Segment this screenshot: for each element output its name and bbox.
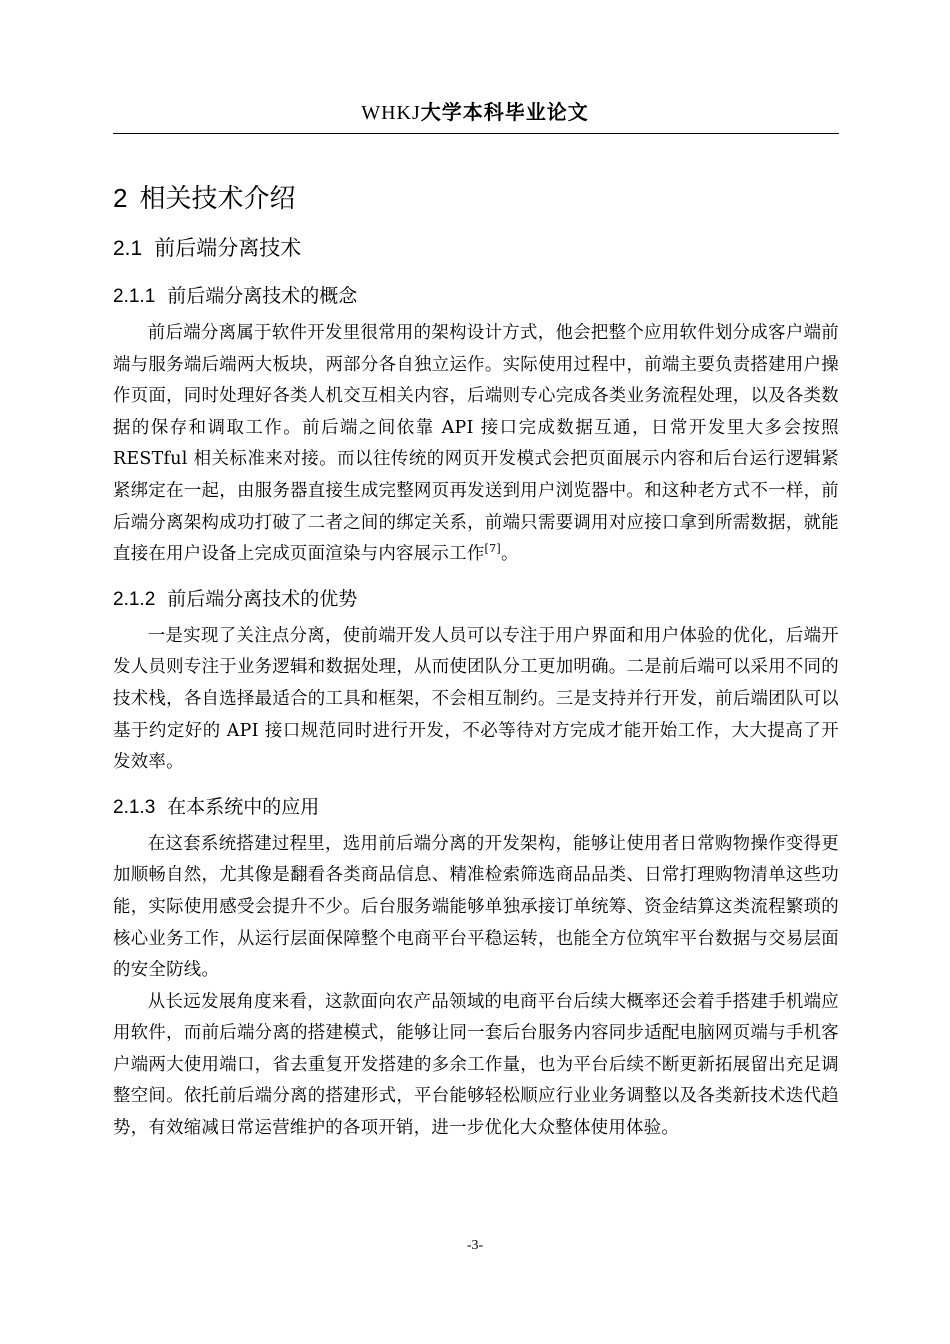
chapter-number: 2 xyxy=(113,183,128,213)
subsection-heading xyxy=(113,789,839,825)
subsection-number: 2.1.3 xyxy=(113,796,156,818)
section-title: 前后端分离技术 xyxy=(154,236,302,260)
main-content xyxy=(113,168,839,1145)
chapter-heading xyxy=(113,176,839,220)
subsection-title: 前后端分离技术的优势 xyxy=(167,587,358,610)
header-title: 大学本科毕业论文 xyxy=(420,100,589,124)
subsection-title: 前后端分离技术的概念 xyxy=(167,285,358,307)
header-institution-code: WHKJ xyxy=(361,102,421,124)
subsection-number: 2.1.1 xyxy=(113,286,156,307)
body-paragraph xyxy=(113,318,839,571)
paragraph-end-punct: 。 xyxy=(501,544,519,565)
running-header xyxy=(0,96,950,125)
body-paragraph: 从长远发展角度来看，这款面向农产品领域的电商平台后续大概率还会着手搭建手机端应用软件，而前后端分离的搭建模式，能够让同一套后台服务内容同步适配电脑网页端与手机客户端两大使用端口，省去重复开发搭建的多余工作量，也为平台后续不断更新拓展留出充足调整空间。依托前后端分离的搭建形式，平台能够轻松顺应行业业务调整以及各类新技术迭代趋势，有效缩减日常运营维护的各项开销，进一步优化大众整体使用体验。 xyxy=(113,991,839,1139)
paragraph-text: 前后端分离属于软件开发里很常用的架构设计方式，他会把整个应用软件划分成客户端前端与服务端后端两大板块，两部分各自独立运作。实际使用过程中，前端主要负责搭建用户操作页面，同时处理好各类人机交互相关内容，后端则专心完成各类业务流程处理，以及各类数据的保存和调取工作。前后端之间依靠 API 接口完成数据互通，日常开发里大多会按照 RESTful 相关标准来对接。而以往传统的网页开发模式会把页面展示内容和后台运行逻辑紧紧绑定在一起，由服务器直接生成完整网页再发送到用户浏览器中。和这种老方式不一样，前后端分离架构成功打破了二者之间的绑定关系，前端只需要调用对应接口拿到所需数据，就能直接在用户设备上完成页面渲染与内容展示工作 xyxy=(113,323,839,565)
body-paragraph: 在这套系统搭建过程里，选用前后端分离的开发架构，能够让使用者日常购物操作变得更加顺畅自然，尤其像是翻看各类商品信息、精准检索筛选商品品类、日常打理购物清单这些功能，实际使用感受会提升不少。后台服务端能够单独承接订单统筹、资金结算这类流程繁琐的核心业务工作，从运行层面保障整个电商平台平稳运转，也能全方位筑牢平台数据与交易层面的安全防线。 xyxy=(113,833,839,981)
subsection-heading xyxy=(113,581,839,617)
subsection-title: 在本系统中的应用 xyxy=(167,795,320,818)
body-paragraph: 一是实现了关注点分离，使前端开发人员可以专注于用户界面和用户体验的优化，后端开发人员则专注于业务逻辑和数据处理，从而使团队分工更加明确。二是前后端可以采用不同的技术栈，各自选择最适合的工具和框架，不会相互制约。三是支持并行开发，前后端团队可以基于约定好的 API 接口规范同时进行开发，不必等待对方完成才能开始工作，大大提高了开发效率。 xyxy=(113,625,839,773)
subsection-heading xyxy=(113,278,839,314)
subsection-number: 2.1.2 xyxy=(113,588,156,610)
header-divider xyxy=(113,133,839,134)
section-heading xyxy=(113,228,839,268)
page-number: -3- xyxy=(466,1238,484,1253)
chapter-title: 相关技术介绍 xyxy=(139,184,296,214)
citation-marker: [7] xyxy=(484,542,501,556)
section-number: 2.1 xyxy=(113,237,143,260)
